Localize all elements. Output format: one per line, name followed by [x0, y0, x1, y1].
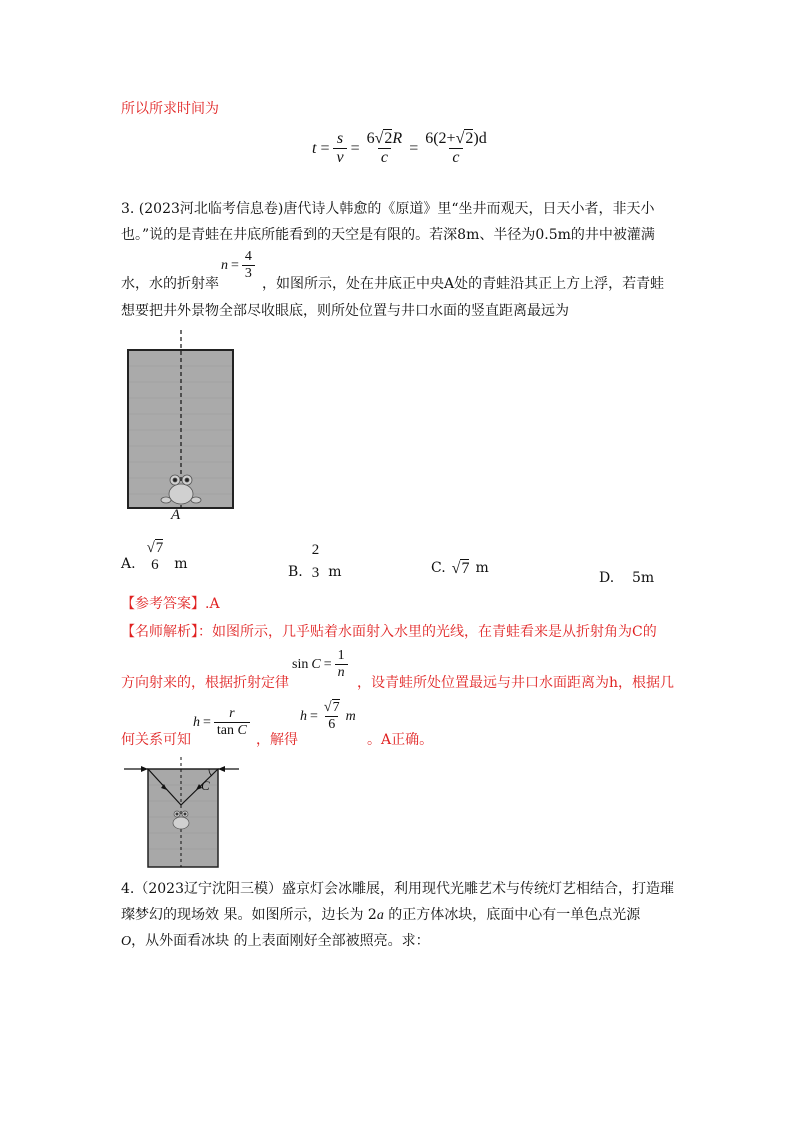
analysis-line3-pre: 何关系可知	[121, 732, 191, 748]
question4-line3: O，从外面看冰块 的上表面刚好全部被照亮。求：	[121, 933, 430, 949]
option-d[interactable]: D. 5m	[599, 570, 655, 586]
solution-intro: 所以所求时间为	[121, 101, 219, 117]
analysis-line2-post: ，设青蛙所处位置最远与井口水面距离为h，根据几	[357, 675, 675, 691]
well-figure	[126, 330, 236, 526]
question3-line3-pre: 水，水的折射率	[121, 276, 219, 292]
analysis-line3-post: 。A正确。	[367, 732, 434, 748]
analysis-line3-mid: ，解得	[256, 732, 298, 748]
question3-line3-post: ，如图所示，处在井底正中央A处的青蛙沿其正上方上浮，若青蛙	[262, 276, 665, 292]
refraction-figure	[121, 757, 241, 869]
option-c[interactable]: C. √7 m	[431, 560, 489, 577]
geometry-formula: h = $\frac{r}{\text{tan C}}$	[193, 706, 250, 739]
refractive-index-formula: n = $\frac{4}{3}$	[221, 249, 255, 282]
figure-label-a: A	[171, 507, 181, 523]
angle-label-c: C	[201, 778, 210, 793]
question4-line2: 璨梦幻的现场效 果。如图所示，边长为 2a 的正方体冰块，底面中心有一单色点光源	[121, 907, 641, 923]
analysis-line1: 【名师解析】：如图所示，几乎贴着水面射入水里的光线，在青蛙看来是从折射角为C的	[121, 624, 657, 640]
option-a[interactable]: A. √7 6 m	[121, 540, 188, 573]
question3-line4: 想要把井外景物全部尽收眼底，则所处位置与井口水面的竖直距离最远为	[121, 303, 569, 319]
analysis-line2-pre: 方向射来的，根据折射定律	[121, 675, 289, 691]
result-formula: h = $\frac{√7}{6}$ m	[300, 700, 356, 732]
question3-line1: 3. (2023河北临考信息卷)唐代诗人韩愈的《原道》里“坐井而观天，日天小者，非天小	[121, 201, 655, 217]
reference-answer: 【参考答案】.A	[121, 596, 220, 612]
option-b[interactable]: B. 2 3 m	[288, 542, 342, 581]
time-formula: t = $\frac{s}{v}$ = $\frac{6√2R}{c}$ = $\frac{6(2+√2)d}{c}$	[312, 130, 487, 166]
snell-law-formula: sin C = $\frac{1}{n}$	[292, 648, 348, 681]
question3-line2: 也。”说的是青蛙在井底所能看到的天空是有限的。若深8m、半径为0.5m的井中被灌满	[121, 227, 655, 243]
question4-line1: 4.（2023辽宁沈阳三模）盛京灯会冰雕展，利用现代光雕艺术与传统灯艺相结合，打造璀	[121, 881, 674, 897]
